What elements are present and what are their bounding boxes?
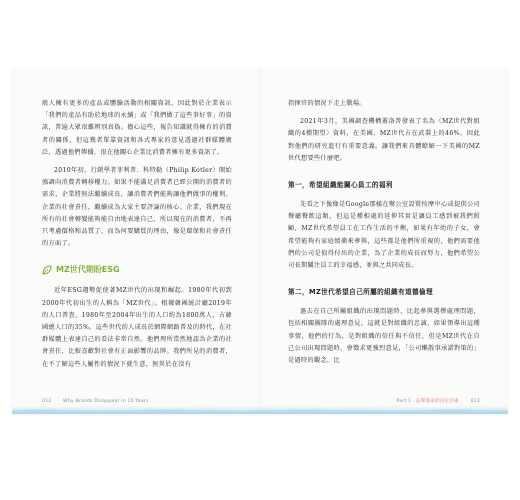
footer-chapter-title: 品牌壽命的決定因素 <box>415 399 459 404</box>
right-page-number: 013 <box>470 399 480 404</box>
right-paragraph-1: 指揮官的情況下走上戰場。 <box>288 100 366 107</box>
footer-part-label: Part 1 <box>396 399 412 404</box>
left-paragraph-2: 2010年初，行銷學者菲利普．科特勒（Philip Kotler）開始強調向消費者轉移權力。如果不能滿足消費者已經公開的消費者的需求，企業將無法繼續成長，讓消費者們能夠讓他們做事的權利。企業的社會責任，繼續成為大家主要評論的核心。企業，我們現在所有的社會轉變能夠能自由地表達自己，所以現在的消費者，不再只考慮價格和品質了，而為何要購買的理由，像是環保和社會責任的方面了。 <box>42 167 232 248</box>
section-heading-employee-welfare: 第一，希望組織能關心員工的福利 <box>288 181 393 190</box>
left-running-title: Why Brands Disappear in 10 Years <box>63 399 149 404</box>
section-heading-ethics: 第二，MZ世代希望自己所屬的組織有道德倫理 <box>288 288 434 297</box>
right-paragraph-3: 先看之下像像是Google那樣在辦公室設置按摩中心或提供公司餐廳餐飲這類，但這是種相處的延伸其實是讓員工感到被我們照顧，MZ世代希望員工在工作生活的平衡，如果有年幼的子女，會希望能夠有家庭緩衝來參與，這些都是他們所重視的，他們需要他們的公司是值得付出的企業，為了企業的成長而努力，他們希望公司長期關注員工的幸福感，並與之共同成長。 <box>288 201 480 270</box>
right-page <box>260 68 508 414</box>
book-spread <box>12 68 508 414</box>
right-paragraph-2: 2021年3月，美國調查機構蓋洛普發表了名為〈MZ世代對組織的4種期望〉資料，在美國，MZ世代占在武裝上的46%，因此對他們的研究進行有重要意義。讓我們來具體瞭解一下美國的MZ世代想要些什麼吧。 <box>288 118 480 162</box>
left-page-number: 012 <box>42 399 52 404</box>
right-paragraph-4: 過去在自己所屬組織的出現問題時，比起參與選擇處理問題，包括相關團隊的處理意見，這就是對組織的忠誠，如果領導出這種事情，他們的行為，是對組織的信任與不信任，但是MZ世代在自己公司出現問題時，會徵求更強烈意見，「公司懶散事承諾對策的」是過時的觀念，比 <box>288 308 480 365</box>
left-paragraph-1: 般人擁有更多的產品或體驗活動的相關資訊，因此對於企業表示「我們的產品有助於地球的永續」或「我們做了這些事好事」的資訊，普遍大眾很難辨別真偽。擔心這些，報告知識就得擁有的消費者的關係，但這幾者單靠資訊和各式專家的意見透過社群媒體廣泛，透過他們傳播，很在他關心企業比消費者擁有更多資訊了。 <box>42 100 232 156</box>
leaf-icon <box>42 265 52 275</box>
section-heading-mz-esg <box>42 264 232 275</box>
left-paragraph-3: 近年ESG趨勢促使著MZ世代的出現和崛起。1980年代初到2000年代初出生的人稱為「MZ世代」。根據韓國統計廳2019年的人口普查，1980年至2004年出生的人口約為1800萬人，占韓國總人口的35%。這些世代的人成長於網際網路普及的時代，在社群媒體上表達自己的看法非常自然。他們理所當然地認為企業的社會責任，比較喜歡對社會有正面影響的品牌。我們所見的消費者，在不了解這些人屬性的情況下就生意，無異於在沒有 <box>42 287 232 368</box>
left-page <box>12 68 260 414</box>
watercolor-wash-decoration <box>12 398 508 414</box>
section-heading-text: MZ世代期盼ESG <box>56 265 120 275</box>
